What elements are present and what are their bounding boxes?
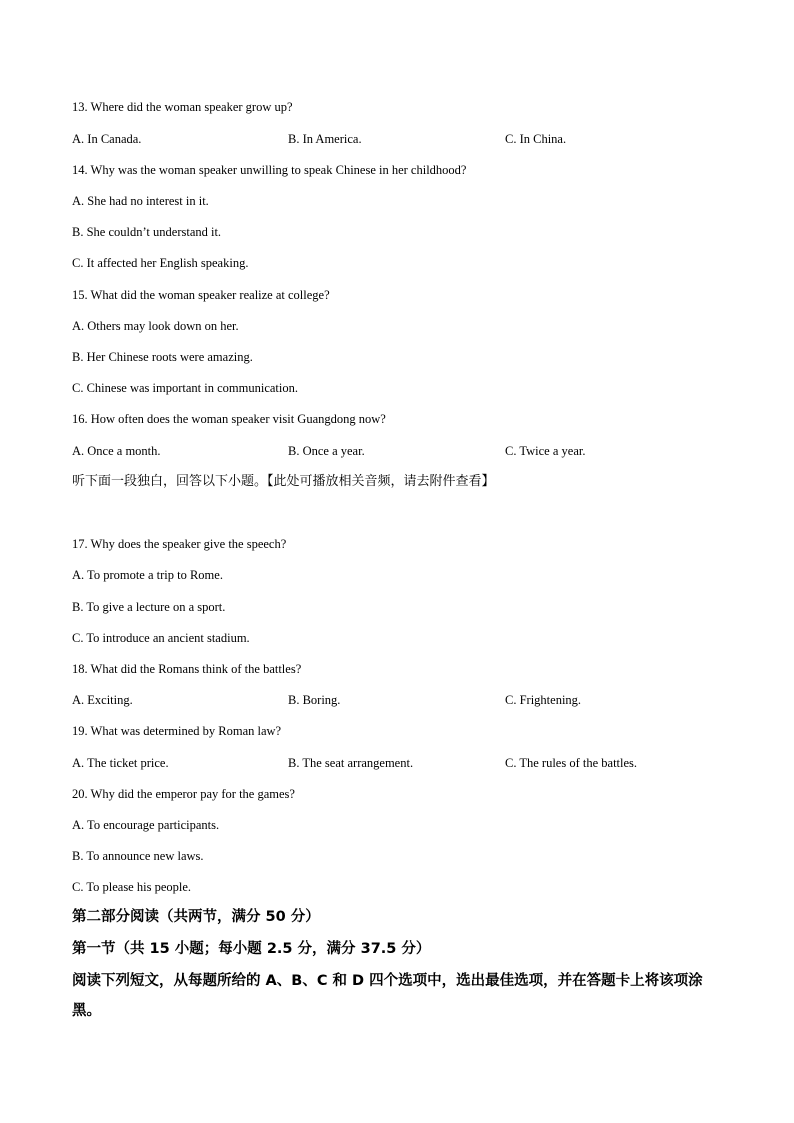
option-20-b: B. To announce new laws. bbox=[72, 849, 204, 863]
option-15-a: A. Others may look down on her. bbox=[72, 319, 239, 333]
options-19 bbox=[72, 755, 732, 771]
question-15: 15. What did the woman speaker realize at college? bbox=[72, 288, 330, 302]
section1-heading: 第一节（共 15 小题；每小题 2.5 分，满分 37.5 分） bbox=[72, 941, 431, 957]
question-14: 14. Why was the woman speaker unwilling to speak Chinese in her childhood? bbox=[72, 163, 467, 177]
option-17-a: A. To promote a trip to Rome. bbox=[72, 568, 223, 582]
part2-heading: 第二部分阅读（共两节，满分 50 分） bbox=[72, 909, 320, 925]
options-18 bbox=[72, 692, 732, 708]
option-20-c: C. To please his people. bbox=[72, 880, 192, 894]
option-16-c: C. Twice a year. bbox=[505, 444, 586, 458]
option-13-b: B. In America. bbox=[288, 132, 362, 146]
options-13 bbox=[72, 131, 732, 147]
option-14-a: A. She had no interest in it. bbox=[72, 194, 209, 208]
option-19-b: B. The seat arrangement. bbox=[288, 756, 414, 770]
reading-instruction: 阅读下列短文，从每题所给的 A、B、C 和 D 四个选项中，选出最佳选项，并在答题卡上将该项涂黑。 bbox=[72, 973, 703, 1019]
question-17: 17. Why does the speaker give the speech? bbox=[72, 537, 287, 551]
option-16-a: A. Once a month. bbox=[72, 444, 161, 458]
question-16: 16. How often does the woman speaker visit Guangdong now? bbox=[72, 412, 386, 426]
option-19-a: A. The ticket price. bbox=[72, 756, 169, 770]
option-14-b: B. She couldn’t understand it. bbox=[72, 225, 222, 239]
question-13: 13. Where did the woman speaker grow up? bbox=[72, 100, 293, 114]
option-15-c: C. Chinese was important in communication. bbox=[72, 381, 299, 395]
option-17-b: B. To give a lecture on a sport. bbox=[72, 600, 226, 614]
option-18-a: A. Exciting. bbox=[72, 693, 133, 707]
option-16-b: B. Once a year. bbox=[288, 444, 365, 458]
question-20: 20. Why did the emperor pay for the games? bbox=[72, 787, 295, 801]
option-15-b: B. Her Chinese roots were amazing. bbox=[72, 350, 253, 364]
option-18-c: C. Frightening. bbox=[505, 693, 582, 707]
options-16 bbox=[72, 443, 732, 459]
question-18: 18. What did the Romans think of the battles? bbox=[72, 662, 302, 676]
option-18-b: B. Boring. bbox=[288, 693, 341, 707]
option-20-a: A. To encourage participants. bbox=[72, 818, 220, 832]
option-14-c: C. It affected her English speaking. bbox=[72, 256, 249, 270]
monologue-instruction: 听下面一段独白，回答以下小题。【此处可播放相关音频，请去附件查看】 bbox=[72, 474, 495, 489]
question-19: 19. What was determined by Roman law? bbox=[72, 724, 282, 738]
option-17-c: C. To introduce an ancient stadium. bbox=[72, 631, 250, 645]
option-19-c: C. The rules of the battles. bbox=[505, 756, 638, 770]
option-13-c: C. In China. bbox=[505, 132, 567, 146]
option-13-a: A. In Canada. bbox=[72, 132, 142, 146]
